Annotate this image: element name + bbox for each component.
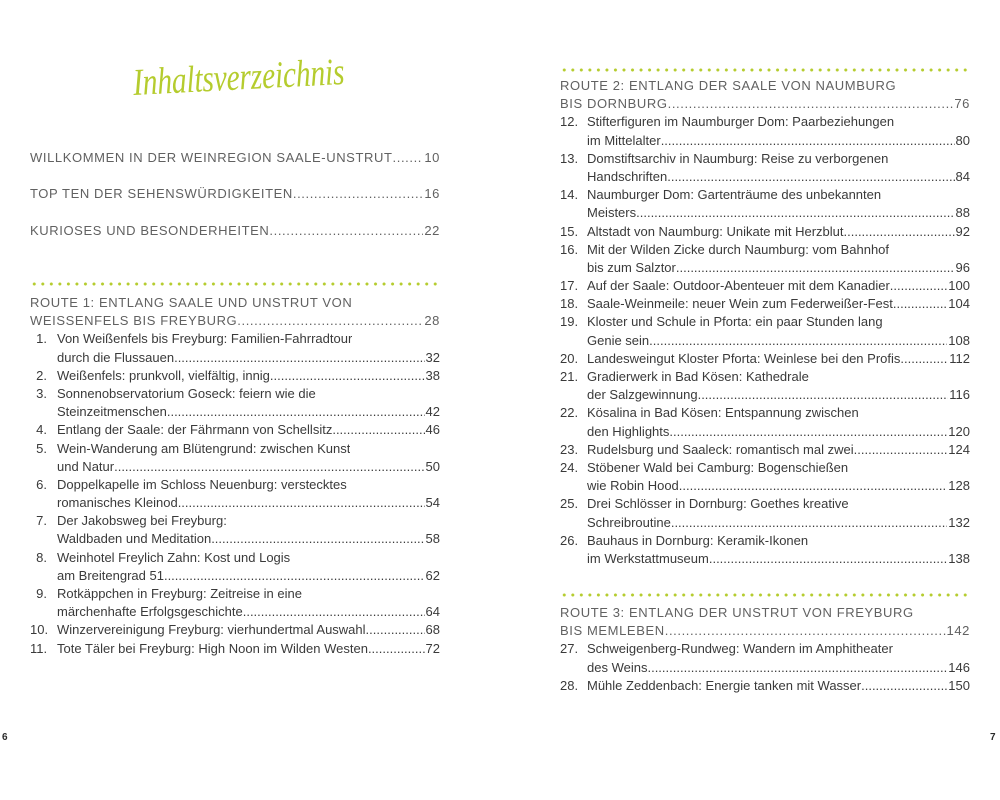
dot-leader [647, 659, 947, 677]
toc-entry-line [30, 494, 440, 512]
entry-title: der Salzgewinnung [587, 387, 698, 403]
toc-entry [560, 150, 970, 186]
page-number: 120 [948, 423, 970, 439]
page-number: 84 [955, 168, 970, 184]
entry-title: wie Robin Hood [587, 478, 679, 494]
entry-number: 21. [560, 369, 579, 384]
route-heading-line [560, 622, 970, 640]
entry-title: bis zum Salztor [587, 259, 676, 275]
page-number: 64 [425, 604, 440, 620]
dot-leader [854, 441, 948, 459]
dot-leader [844, 223, 955, 241]
toc-entry-line [30, 512, 440, 530]
toc-entry-line [30, 458, 440, 476]
route-heading [30, 294, 440, 330]
dot-leader [667, 168, 954, 186]
toc-entry-line [30, 603, 440, 621]
toc-entry-line [560, 368, 970, 386]
toc-entry-line [560, 132, 970, 150]
toc-entry-line [560, 168, 970, 186]
toc-entry [560, 223, 970, 241]
page-number: 112 [949, 350, 970, 366]
page-number: 72 [425, 640, 440, 656]
dot-leader [164, 567, 425, 585]
route-heading-text: BIS MEMLEBEN [560, 623, 665, 639]
page-number: 142 [946, 623, 970, 639]
right-page [500, 0, 1000, 800]
route-heading [560, 77, 970, 113]
page-number: 58 [425, 531, 440, 547]
entry-number: 26. [560, 532, 579, 548]
entry-number: 16. [560, 241, 579, 257]
toc-entry-line [560, 677, 970, 695]
toc-entry [560, 295, 970, 313]
entry-title: Meisters [587, 205, 637, 221]
page-number: 96 [955, 259, 970, 275]
entry-number: 22. [560, 405, 579, 421]
toc-entry-line [560, 404, 970, 422]
toc-entry-line [30, 403, 440, 421]
dot-leader [393, 149, 424, 167]
entry-number: 2. [36, 367, 47, 383]
page-number: 116 [949, 387, 970, 403]
entry-title: Von Weißenfels bis Freyburg: Familien-Fahrradtour [57, 331, 353, 347]
entry-number: 1. [36, 331, 47, 347]
toc-entry-line [560, 259, 970, 277]
toc-entry-line [560, 241, 970, 259]
page-number: 76 [954, 96, 970, 112]
toc-entry-line [30, 476, 440, 494]
dot-leader [893, 295, 947, 313]
entry-number-spacer [30, 349, 57, 367]
toc-entry-line [30, 349, 440, 367]
entry-number: 23. [560, 441, 579, 457]
folio-right: 7 [990, 732, 996, 743]
route-heading-text: BIS DORNBURG [560, 96, 668, 112]
dot-leader [243, 603, 425, 621]
entry-number-spacer [560, 168, 587, 186]
toc-entry-line [30, 549, 440, 567]
page-number: 10 [424, 150, 440, 165]
dot-leader [900, 350, 948, 368]
dot-leader [649, 332, 947, 350]
entry-number: 27. [560, 641, 579, 657]
entry-number-spacer [560, 514, 587, 532]
entry-number: 20. [560, 350, 579, 366]
toc-entry [560, 186, 970, 222]
toc-entry-line [560, 495, 970, 513]
entry-title: Handschriften [587, 168, 668, 184]
dot-leader [671, 514, 947, 532]
toc-entry-line [30, 367, 440, 385]
entry-number: 28. [560, 677, 579, 693]
entry-number-spacer [30, 603, 57, 621]
page-number: 108 [948, 332, 970, 348]
toc-entry-line [560, 350, 970, 368]
toc-entry [30, 621, 440, 639]
entry-title: des Weins [587, 659, 648, 675]
toc-entry-line [560, 277, 970, 295]
dotted-separator [30, 282, 440, 286]
toc-entry-line [560, 332, 970, 350]
page-number: 128 [948, 478, 970, 494]
entry-number-spacer [560, 386, 587, 404]
entry-title: Naumburger Dom: Gartenträume des unbekannten [587, 187, 882, 203]
toc-entry-line [560, 423, 970, 441]
toc-entry-line [30, 440, 440, 458]
entry-number-spacer [30, 494, 57, 512]
intro-entry [30, 222, 440, 240]
route-heading [560, 604, 970, 640]
intro-entries [30, 149, 440, 258]
entry-number-spacer [30, 458, 57, 476]
entry-title: Kösalina in Bad Kösen: Entspannung zwischen [587, 405, 859, 421]
route-heading-line [30, 294, 440, 312]
dot-leader [293, 185, 423, 203]
entry-title: Steinzeitmenschen [57, 404, 167, 420]
entry-title: im Werkstattmuseum [587, 550, 709, 566]
entry-title: WILLKOMMEN IN DER WEINREGION SAALE-UNSTRUT [30, 150, 393, 165]
entry-title: Mühle Zeddenbach: Energie tanken mit Wasser [587, 677, 862, 693]
page-number: 62 [425, 567, 440, 583]
dot-leader [366, 621, 425, 639]
entry-title: Bauhaus in Dornburg: Keramik-Ikonen [587, 532, 809, 548]
entry-title: Domstiftsarchiv in Naumburg: Reise zu verborgenen [587, 150, 889, 166]
page-number: 138 [948, 550, 970, 566]
entry-number-spacer [30, 403, 57, 421]
page-number: 16 [424, 186, 440, 202]
toc-entry-line [560, 550, 970, 568]
toc-entry [30, 476, 440, 512]
page-number: 132 [948, 514, 970, 530]
entry-title: Weinhotel Freylich Zahn: Kost und Logis [57, 549, 291, 565]
entry-title: Rotkäppchen in Freyburg: Zeitreise in eine [57, 586, 302, 601]
dot-leader [676, 259, 955, 277]
entry-title: Stöbener Wald bei Camburg: Bogenschießen [587, 459, 849, 475]
page-number: 100 [948, 278, 970, 294]
entry-number-spacer [560, 204, 587, 222]
toc-entry [30, 440, 440, 476]
toc-entry [30, 512, 440, 548]
entry-number-spacer [560, 477, 587, 495]
entry-title: Winzervereinigung Freyburg: vierhundertmal Auswahl [57, 622, 366, 638]
toc-entry [560, 313, 970, 349]
toc-entry-line [560, 441, 970, 459]
folio-left: 6 [2, 732, 8, 743]
dot-leader [890, 277, 948, 295]
route-heading-line [560, 604, 970, 622]
toc-entry [560, 459, 970, 495]
entry-number: 12. [560, 114, 579, 130]
toc-entry-line [560, 223, 970, 241]
page-number: 38 [425, 367, 440, 383]
entry-title: Altstadt von Naumburg: Unikate mit Herzblut [587, 223, 844, 239]
dot-leader [665, 622, 946, 640]
page-number: 124 [948, 441, 970, 457]
entry-number: 19. [560, 314, 579, 330]
dot-leader [269, 222, 423, 240]
dot-leader [270, 367, 425, 385]
page-number: 68 [425, 622, 440, 638]
entry-title: und Natur [57, 458, 115, 474]
entry-title: Weißenfels: prunkvoll, vielfältig, innig [57, 367, 270, 383]
page-number: 150 [948, 677, 970, 693]
entry-number: 8. [36, 549, 47, 565]
entry-number-spacer [560, 550, 587, 568]
toc-entry [560, 404, 970, 440]
page-number: 32 [425, 349, 440, 365]
toc-entry-line [560, 386, 970, 404]
route-heading-text: ROUTE 2: ENTLANG DER SAALE VON NAUMBURG [560, 78, 897, 93]
toc-entry-line [30, 640, 440, 658]
entry-number-spacer [30, 530, 57, 548]
toc-entry [560, 495, 970, 531]
entry-title: KURIOSES UND BESONDERHEITEN [30, 222, 270, 238]
intro-entry [30, 185, 440, 203]
entry-title: durch die Flussauen [57, 349, 175, 365]
route-heading-line [560, 77, 970, 95]
dot-leader [114, 458, 424, 476]
toc-entry-line [30, 385, 440, 403]
dot-leader [332, 421, 424, 439]
route-heading-text: WEISSENFELS BIS FREYBURG [30, 313, 238, 329]
route-heading-text: ROUTE 1: ENTLANG SAALE UND UNSTRUT VON [30, 295, 353, 310]
entry-title: Saale-Weinmeile: neuer Wein zum Federweißer-Fest [587, 296, 893, 312]
dot-leader [368, 640, 425, 658]
entry-title: am Breitengrad 51 [57, 567, 164, 583]
dot-leader [669, 423, 947, 441]
entry-number-spacer [30, 567, 57, 585]
entry-number: 7. [36, 513, 47, 529]
route-2-section [560, 77, 970, 568]
page-number: 146 [948, 659, 970, 675]
toc-entry [30, 330, 440, 366]
entry-number: 24. [560, 459, 579, 475]
dot-leader [178, 494, 425, 512]
dot-leader [211, 530, 424, 548]
toc-entry [30, 640, 440, 658]
page-number: 42 [425, 404, 440, 420]
page-number: 92 [955, 223, 970, 239]
dot-leader [167, 403, 425, 421]
toc-entry-line [560, 477, 970, 495]
page-number: 22 [424, 222, 440, 238]
entry-number: 14. [560, 187, 579, 203]
entry-number: 11. [30, 640, 48, 656]
entry-title: Tote Täler bei Freyburg: High Noon im Wilden Westen [57, 640, 368, 656]
dotted-separator [560, 593, 970, 597]
toc-entry-line [560, 659, 970, 677]
route-heading-line [30, 312, 440, 330]
dot-leader [237, 312, 423, 330]
route-3-section [560, 604, 970, 695]
entry-number: 25. [560, 496, 579, 512]
page-number: 28 [424, 313, 440, 329]
entry-title: Waldbaden und Meditation [57, 531, 212, 547]
entry-title: Drei Schlösser in Dornburg: Goethes kreative [587, 496, 849, 512]
page-number: 50 [425, 458, 440, 474]
entry-title: romanisches Kleinod [57, 495, 178, 511]
entry-number-spacer [560, 423, 587, 441]
toc-entry-line [560, 186, 970, 204]
entry-title: Auf der Saale: Outdoor-Abenteuer mit dem Kanadier [587, 278, 890, 294]
toc-entry-line [30, 330, 440, 348]
dot-leader [861, 677, 947, 695]
entry-title: Schweigenberg-Rundweg: Wandern im Amphitheater [587, 641, 893, 657]
dotted-separator [560, 68, 970, 72]
entry-number-spacer [560, 259, 587, 277]
dot-leader [636, 204, 954, 222]
entry-number-spacer [560, 332, 587, 350]
toc-entry-line [560, 313, 970, 331]
route-heading-line [560, 95, 970, 113]
dot-leader [661, 132, 955, 150]
entry-title: Sonnenobservatorium Goseck: feiern wie die [57, 385, 316, 401]
toc-entry [560, 113, 970, 149]
entry-number: 13. [560, 150, 579, 166]
entry-number: 15. [560, 223, 579, 239]
toc-entry-line [560, 150, 970, 168]
entry-number: 9. [36, 586, 47, 601]
entry-title: Rudelsburg und Saaleck: romantisch mal zwei [587, 441, 854, 457]
toc-entry [560, 532, 970, 568]
entry-title: TOP TEN DER SEHENSWÜRDIGKEITEN [30, 186, 293, 202]
toc-entry [30, 421, 440, 439]
entry-number: 10. [30, 622, 49, 638]
dot-leader [174, 349, 424, 367]
entry-number: 4. [36, 422, 47, 438]
toc-entry [560, 640, 970, 676]
toc-entry [30, 585, 440, 621]
entry-number: 18. [560, 296, 579, 312]
toc-entry-line [560, 204, 970, 222]
entry-title: märchenhafte Erfolgsgeschichte [57, 604, 243, 620]
toc-entry [560, 441, 970, 459]
entry-title: Genie sein [587, 332, 650, 348]
toc-entry-line [30, 421, 440, 439]
toc-entry [560, 350, 970, 368]
toc-entry [30, 385, 440, 421]
toc-entry-line [560, 459, 970, 477]
toc-entry [560, 677, 970, 695]
route-1-section [30, 294, 440, 658]
entry-title: Schreibroutine [587, 514, 671, 530]
entry-number-spacer [560, 659, 587, 677]
toc-entry-line [560, 532, 970, 550]
toc-entry [30, 367, 440, 385]
entry-title: Landesweingut Kloster Pforta: Weinlese bei den Profis [587, 350, 901, 366]
toc-entry-line [560, 295, 970, 313]
toc-title: Inhaltsverzeichnis [131, 50, 346, 104]
toc-entry [560, 241, 970, 277]
dot-leader [679, 477, 948, 495]
entry-title: den Highlights [587, 423, 670, 439]
entry-number: 5. [36, 440, 47, 456]
entry-title: Stifterfiguren im Naumburger Dom: Paarbeziehungen [587, 114, 895, 130]
entry-number: 6. [36, 476, 47, 492]
toc-entry-line [560, 514, 970, 532]
toc-entry-line [30, 567, 440, 585]
route-heading-text: ROUTE 3: ENTLANG DER UNSTRUT VON FREYBURG [560, 605, 914, 620]
entry-title: Gradierwerk in Bad Kösen: Kathedrale [587, 369, 809, 384]
entry-number: 17. [560, 278, 579, 294]
entry-title: Der Jakobsweg bei Freyburg: [57, 513, 227, 529]
page-number: 54 [425, 495, 440, 511]
toc-entry-line [560, 113, 970, 131]
entry-title: Mit der Wilden Zicke durch Naumburg: vom Bahnhof [587, 241, 890, 257]
intro-entry [30, 149, 440, 167]
entry-title: Entlang der Saale: der Fährmann von Schellsitz [57, 422, 333, 438]
dot-leader [668, 95, 954, 113]
toc-entry-line [30, 621, 440, 639]
page-number: 88 [955, 205, 970, 221]
entry-title: Kloster und Schule in Pforta: ein paar Stunden lang [587, 314, 883, 330]
entry-title: im Mittelalter [587, 132, 661, 148]
dot-leader [709, 550, 947, 568]
page-number: 46 [425, 422, 440, 438]
page-number: 104 [948, 296, 970, 312]
toc-entry [560, 277, 970, 295]
page-number: 80 [955, 132, 970, 148]
entry-number-spacer [560, 132, 587, 150]
toc-entry-line [560, 640, 970, 658]
toc-entry [30, 549, 440, 585]
toc-entry-line [30, 585, 440, 603]
entry-title: Wein-Wanderung am Blütengrund: zwischen Kunst [57, 440, 351, 456]
toc-entry [560, 368, 970, 404]
entry-number: 3. [36, 385, 47, 401]
dot-leader [698, 386, 949, 404]
toc-entry-line [30, 530, 440, 548]
entry-title: Doppelkapelle im Schloss Neuenburg: verstecktes [57, 476, 347, 492]
